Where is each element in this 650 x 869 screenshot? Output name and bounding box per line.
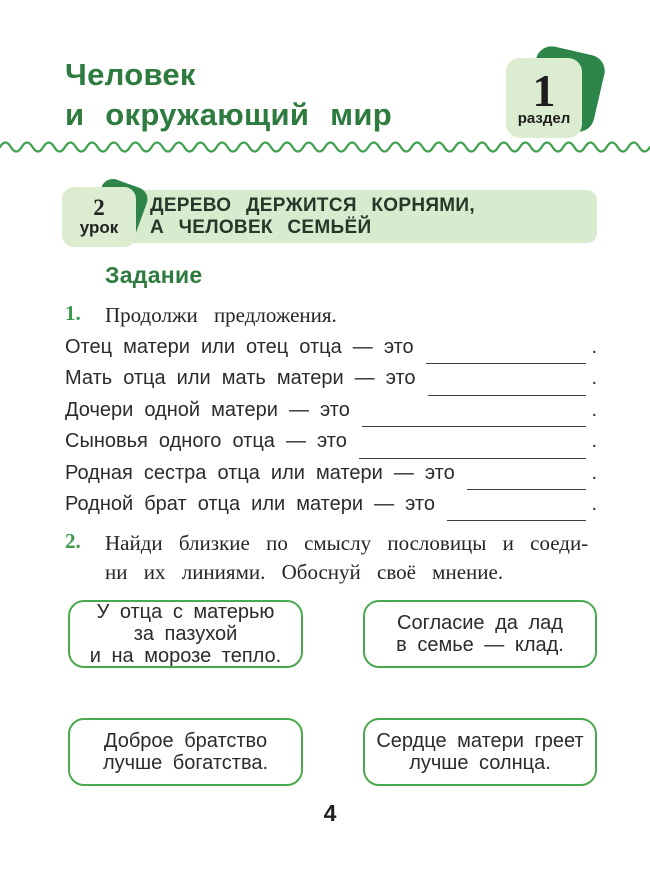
lesson-number: 2 (93, 195, 105, 221)
sentence-period: . (591, 461, 597, 484)
fill-in-sentence (65, 462, 597, 493)
fill-in-sentence (65, 430, 597, 461)
sentence-text: Сыновья одного отца — это (65, 430, 347, 453)
proverb-line: лучше богатства. (102, 752, 269, 774)
section-number: 1 (532, 65, 556, 117)
chapter-title-line2: и окружающий мир (65, 97, 392, 132)
section-badge (506, 50, 610, 144)
chapter-title-line1: Человек (65, 57, 196, 92)
answer-blank-line[interactable] (359, 436, 587, 459)
lesson-label: урок (79, 218, 119, 238)
assignment-heading: Задание (105, 262, 203, 288)
page-number: 4 (323, 800, 337, 826)
fill-in-sentence (65, 336, 597, 367)
task-1-text: Продолжи предложения. (105, 303, 337, 327)
fill-in-sentence (65, 367, 597, 398)
sentence-period: . (591, 336, 597, 358)
wavy-divider-svg (0, 137, 650, 157)
answer-blank-line[interactable] (428, 373, 587, 396)
proverb-box-1[interactable] (68, 600, 303, 668)
sentence-period: . (591, 367, 597, 390)
answer-blank-line[interactable] (426, 341, 587, 364)
proverb-line: Сердце матери греет (376, 730, 584, 752)
fill-in-sentences (65, 336, 597, 524)
proverb-line: в семье — клад. (396, 634, 564, 656)
task-2-text (105, 529, 588, 587)
proverb-boxes-grid (68, 600, 597, 786)
section-badge-front (506, 58, 582, 138)
sentence-period: . (591, 398, 597, 421)
wavy-divider-path (0, 143, 650, 152)
sentence-text: Родная сестра отца или матери — это (65, 461, 455, 484)
lesson-badge-front (62, 187, 136, 247)
answer-blank-line[interactable] (447, 498, 586, 521)
sentence-period: . (591, 430, 597, 453)
wavy-divider (0, 137, 650, 157)
task-2-number: 2. (65, 529, 81, 553)
proverb-line: лучше солнца. (409, 752, 551, 774)
proverb-line: Доброе братство (103, 730, 268, 752)
sentence-text: Дочери одной матери — это (65, 398, 350, 421)
sentence-text: Отец матери или отец отца — это (65, 336, 414, 358)
answer-blank-line[interactable] (362, 404, 587, 427)
sentence-period: . (591, 492, 597, 515)
task-2 (65, 529, 597, 587)
proverb-box-3[interactable] (68, 718, 303, 786)
lesson-title (150, 195, 475, 239)
task-1 (65, 301, 597, 330)
lesson-title-line2: А ЧЕЛОВЕК СЕМЬЁЙ (150, 217, 372, 238)
sentence-text: Мать отца или мать матери — это (65, 367, 416, 390)
proverb-line: и на морозе тепло. (89, 645, 282, 667)
lesson-title-line1: ДЕРЕВО ДЕРЖИТСЯ КОРНЯМИ, (150, 195, 475, 216)
task-1-number: 1. (65, 301, 81, 325)
sentence-text: Родной брат отца или матери — это (65, 492, 435, 515)
fill-in-sentence (65, 493, 597, 524)
proverb-box-2[interactable] (363, 600, 597, 668)
section-label: раздел (517, 109, 571, 127)
chapter-title (65, 55, 392, 135)
lesson-badge (62, 182, 148, 252)
task-2-text-line2: ни их линиями. Обоснуй своё мнение. (105, 560, 504, 584)
answer-blank-line[interactable] (467, 467, 587, 490)
proverb-box-4[interactable] (363, 718, 597, 786)
task-2-text-line1: Найди близкие по смыслу пословицы и соеди- (105, 531, 589, 555)
proverb-line: У отца с матерью (96, 601, 275, 623)
proverb-line: Согласие да лад (397, 612, 563, 634)
fill-in-sentence (65, 399, 597, 430)
proverb-line: за пазухой (133, 623, 238, 645)
